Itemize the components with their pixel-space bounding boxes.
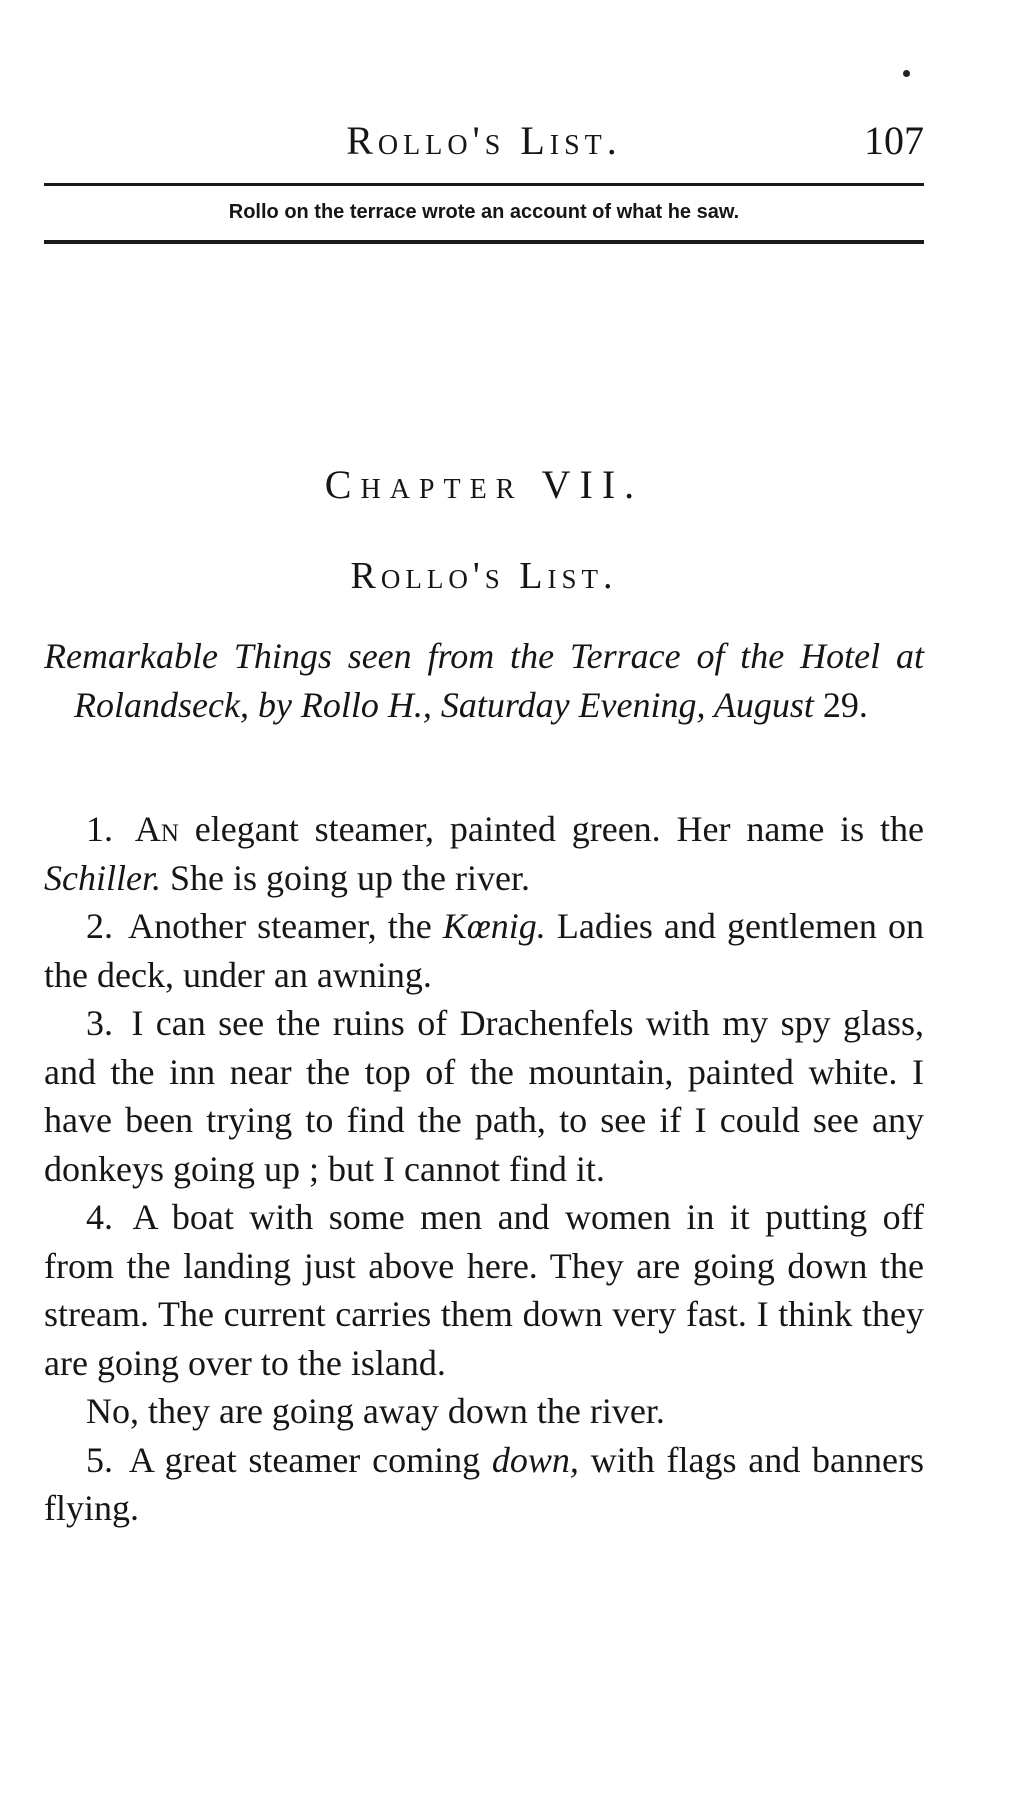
running-head: [44, 116, 924, 166]
header-rule-bottom: [44, 240, 924, 244]
entry-text: A great steamer coming: [128, 1439, 492, 1480]
entry-emphasis: Kœnig.: [442, 906, 546, 946]
list-entry-3: [44, 999, 924, 1193]
entry-emphasis: down,: [491, 1439, 579, 1480]
entry-number: 1.: [86, 809, 113, 849]
entry-text: Another steamer, the: [128, 906, 443, 946]
chapter-title: Rollo's List.: [350, 555, 618, 597]
list-entry-1: [44, 805, 924, 902]
entry-text: elegant steamer, painted green. Her name is the: [178, 809, 924, 849]
page-number: 107: [864, 118, 924, 163]
entry-lead-word: An: [134, 809, 179, 849]
entry-number: 5.: [86, 1439, 113, 1480]
list-title-day: 29.: [813, 684, 868, 725]
entry-number: 4.: [86, 1197, 113, 1237]
list-title: [44, 632, 924, 729]
entry-text: No, they are going away down the river.: [86, 1391, 665, 1431]
chapter-heading: Chapter VII.: [324, 462, 644, 507]
list-entries: [44, 805, 924, 1533]
list-title-text: Remarkable Things seen from the Terrace of the Hotel at Rolandseck, by Rollo H., Saturday Evening,: [44, 636, 924, 725]
list-entry-4: [44, 1193, 924, 1387]
entry-text: Ladies and gentlemen on the deck, under an awning.: [44, 906, 924, 995]
header-rule-top: [44, 183, 924, 186]
running-head-title: Rollo's List.: [346, 118, 622, 163]
list-title-month: August: [713, 684, 814, 725]
headnote: Rollo on the terrace wrote an account of what he saw.: [228, 201, 740, 223]
list-entry-5: [44, 1436, 924, 1533]
entry-text: She is going up the river.: [160, 857, 530, 898]
entry-number: 3.: [86, 1003, 113, 1043]
entry-text: I can see the ruins of Drachenfels with my spy glass, and the inn near the top of the mountain, painted white. I have been trying to find the path, to see if I could see any donkeys going up ; but I cannot find it.: [44, 1003, 925, 1189]
entry-text: with flags and banners flying.: [44, 1439, 924, 1528]
ink-speck: [903, 70, 910, 77]
entry-number: 2.: [86, 906, 113, 946]
entry-emphasis: Schiller.: [44, 857, 161, 898]
list-entry-4-continuation: [44, 1387, 924, 1436]
entry-text: A boat with some men and women in it putting off from the landing just above here. They are going down the stream. The current carries them down very fast. I think they are going over to the island.: [44, 1197, 925, 1383]
list-entry-2: [44, 902, 924, 999]
